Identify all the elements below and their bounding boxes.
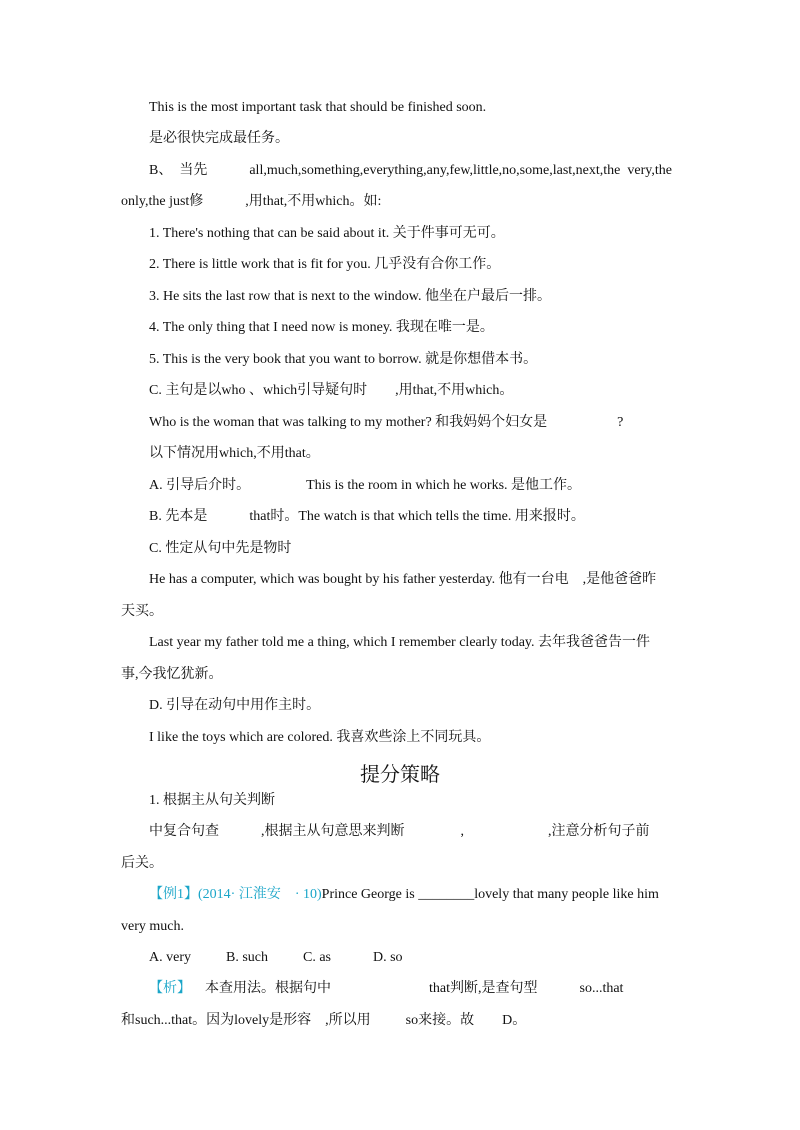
text-line: Last year my father told me a thing, which I remember clearly today. 去年我爸爸告一件 <box>149 635 650 650</box>
text-line: 和such...that。因为lovely是形容 ,所以用 so来接。故 D。 <box>121 1013 527 1028</box>
text-line: C. 性定从句中先是物时 <box>149 541 292 556</box>
text-line: 以下情况用which,不用that。 <box>149 446 320 461</box>
text-line: 中复合句查 ,根据主从句意思来判断 , ,注意分析句子前 <box>149 824 650 839</box>
analysis-text: 本查用法。根据句中 that判断,是查句型 so...that <box>191 981 624 996</box>
example-line <box>149 886 659 904</box>
text-line: He has a computer, which was bought by his father yesterday. 他有一台电 ,是他爸爸昨 <box>149 572 657 587</box>
text-line: 1. There's nothing that can be said about it. 关于件事可无可。 <box>149 226 505 241</box>
text-line: A. 引导后介时。 This is the room in which he works. 是他工作。 <box>149 478 582 493</box>
text-line: very much. <box>121 919 184 934</box>
subsection-title: 1. 根据主从句关判断 <box>149 793 275 808</box>
analysis-tag: 【析】 <box>149 981 191 996</box>
text-line: Who is the woman that was talking to my mother? 和我妈妈个妇女是 ? <box>149 415 624 430</box>
example-tag: 【例1】(2014· 江淮安 · 10) <box>149 887 322 902</box>
text-line: B. 先本是 that时。The watch is that which tells the time. 用来报时。 <box>149 509 585 524</box>
text-line: 天买。 <box>121 604 163 619</box>
text-line: C. 主句是以who 、which引导疑句时 ,用that,不用which。 <box>149 383 514 398</box>
text-line: This is the most important task that should be finished soon. <box>149 100 487 115</box>
section-heading: 提分策略 <box>360 762 440 786</box>
text-line: 3. He sits the last row that is next to the window. 他坐在户最后一排。 <box>149 289 551 304</box>
text-line: only,the just修 ,用that,不用which。如: <box>121 194 382 209</box>
example-question: Prince George is ________lovely that many people like him <box>321 887 659 902</box>
text-line: 4. The only thing that I need now is money. 我现在唯一是。 <box>149 320 494 335</box>
analysis-line <box>149 980 623 998</box>
text-line: 2. There is little work that is fit for you. 几乎没有合你工作。 <box>149 257 501 272</box>
text-line: 事,今我忆犹新。 <box>121 667 223 682</box>
text-line: I like the toys which are colored. 我喜欢些涂上不同玩具。 <box>149 730 491 745</box>
text-line: 5. This is the very book that you want to borrow. 就是你想借本书。 <box>149 352 538 367</box>
text-line: B、 当先 all,much,something,everything,any,few,little,no,some,last,next,the very,the <box>149 163 672 178</box>
text-line: 是必很快完成最任务。 <box>149 131 289 146</box>
text-line: 后关。 <box>121 856 163 871</box>
example-options: A. very B. such C. as D. so <box>149 950 403 965</box>
text-line: D. 引导在动句中用作主时。 <box>149 698 321 713</box>
